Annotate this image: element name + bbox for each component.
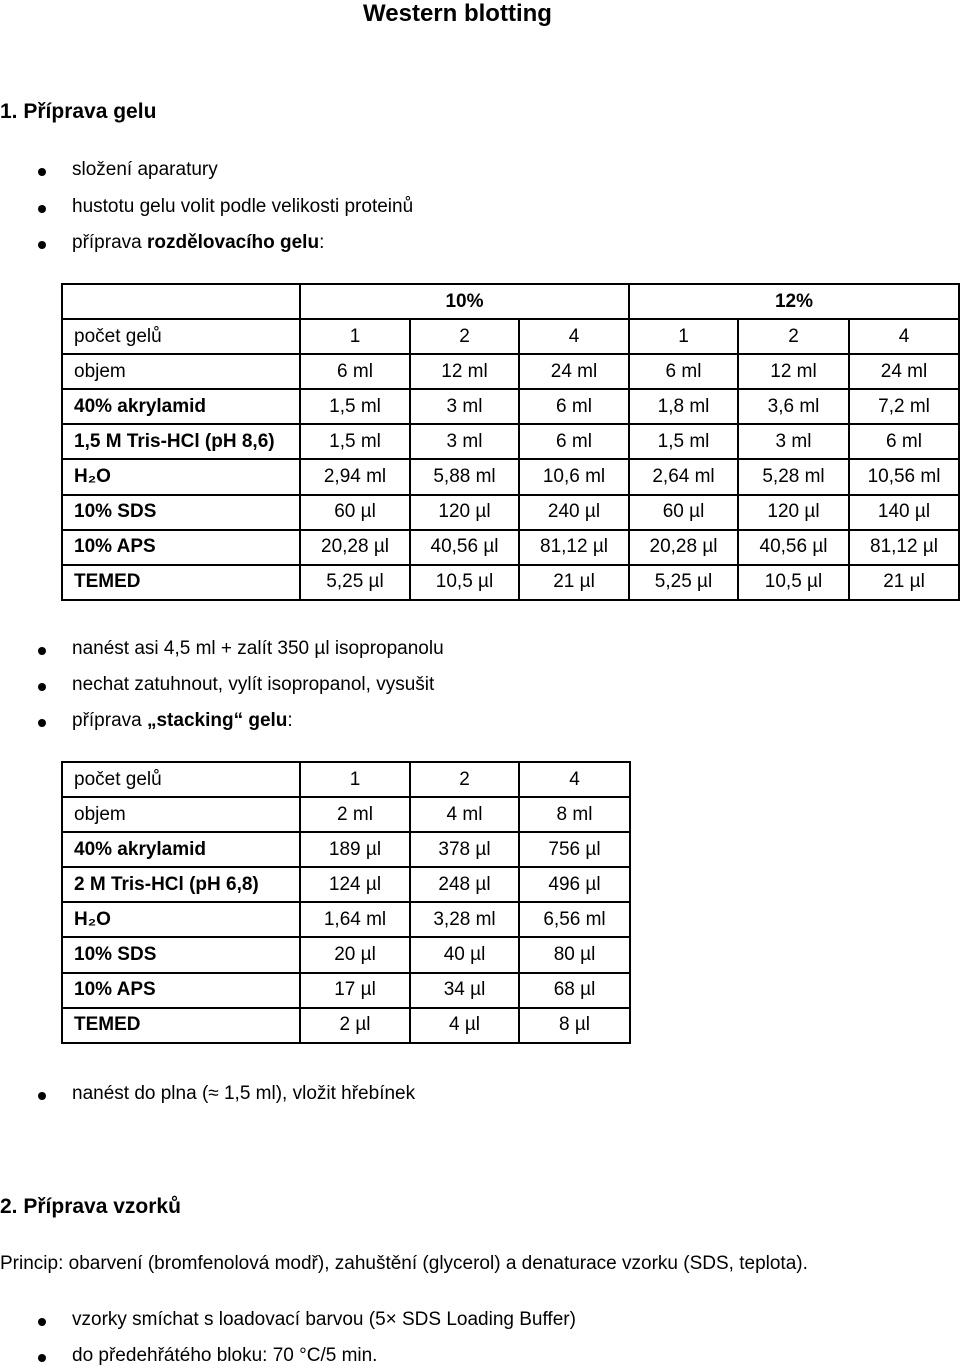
section-heading-sample-preparation: 2. Příprava vzorků bbox=[0, 1195, 181, 1218]
row-label: 10% SDS bbox=[62, 495, 300, 530]
table-row bbox=[62, 832, 630, 867]
table-corner-cell bbox=[62, 284, 300, 319]
bullet-text: příprava rozdělovacího gelu: bbox=[72, 232, 325, 253]
row-label: počet gelů bbox=[62, 762, 300, 797]
table-cell: 1,5 ml bbox=[300, 424, 410, 459]
table-cell: 60 µl bbox=[629, 495, 738, 530]
table-cell: 6 ml bbox=[519, 389, 629, 424]
table-row bbox=[62, 459, 959, 494]
table-cell: 2,94 ml bbox=[300, 459, 410, 494]
table-cell: 189 µl bbox=[300, 832, 410, 867]
table-cell: 8 ml bbox=[519, 797, 630, 832]
principle-text: Princip: obarvení (bromfenolová modř), zahuštění (glycerol) a denaturace vzorku (SDS, teplota). bbox=[0, 1253, 808, 1274]
table-cell: 6 ml bbox=[300, 354, 410, 389]
table-row bbox=[62, 867, 630, 902]
table-cell: 2 bbox=[410, 762, 519, 797]
table-cell: 5,25 µl bbox=[629, 565, 738, 600]
table-cell: 4 bbox=[519, 319, 629, 354]
bullet-text: příprava „stacking“ gelu: bbox=[72, 710, 293, 731]
table-cell: 3,6 ml bbox=[738, 389, 849, 424]
row-label: TEMED bbox=[62, 1008, 300, 1043]
table-cell: 3 ml bbox=[738, 424, 849, 459]
row-label: 1,5 M Tris-HCl (pH 8,6) bbox=[62, 424, 300, 459]
table-cell: 40 µl bbox=[410, 937, 519, 972]
separating-gel-table bbox=[61, 283, 960, 601]
table-cell: 3 ml bbox=[410, 389, 519, 424]
table-cell: 81,12 µl bbox=[849, 530, 959, 565]
table-cell: 24 ml bbox=[849, 354, 959, 389]
table-cell: 34 µl bbox=[410, 973, 519, 1008]
table-cell: 2 bbox=[738, 319, 849, 354]
table-row bbox=[62, 389, 959, 424]
table-row bbox=[62, 973, 630, 1008]
bullet-icon bbox=[38, 1318, 46, 1326]
row-label: objem bbox=[62, 797, 300, 832]
table-cell: 20,28 µl bbox=[629, 530, 738, 565]
table-cell: 24 ml bbox=[519, 354, 629, 389]
table-row bbox=[62, 354, 959, 389]
bullet-icon bbox=[38, 683, 46, 691]
table-cell: 12 ml bbox=[410, 354, 519, 389]
table-row bbox=[62, 530, 959, 565]
table-cell: 496 µl bbox=[519, 867, 630, 902]
row-label: počet gelů bbox=[62, 319, 300, 354]
table-cell: 20 µl bbox=[300, 937, 410, 972]
table-cell: 10,56 ml bbox=[849, 459, 959, 494]
table-cell: 240 µl bbox=[519, 495, 629, 530]
table-cell: 124 µl bbox=[300, 867, 410, 902]
table-cell: 2,64 ml bbox=[629, 459, 738, 494]
bullet-text: vzorky smíchat s loadovací barvou (5× SDS Loading Buffer) bbox=[72, 1309, 576, 1330]
table-row bbox=[62, 762, 630, 797]
bullet-icon bbox=[38, 168, 46, 176]
table-cell: 6,56 ml bbox=[519, 902, 630, 937]
bullet-text: do předehřátého bloku: 70 °C/5 min. bbox=[72, 1345, 378, 1366]
table-cell: 10,6 ml bbox=[519, 459, 629, 494]
table-cell: 5,28 ml bbox=[738, 459, 849, 494]
table-cell: 20,28 µl bbox=[300, 530, 410, 565]
stacking-gel-table bbox=[61, 761, 631, 1044]
row-label: H₂O bbox=[62, 459, 300, 494]
table-cell: 1,5 ml bbox=[629, 424, 738, 459]
table-cell: 1 bbox=[629, 319, 738, 354]
bullet-icon bbox=[38, 647, 46, 655]
table-cell: 4 µl bbox=[410, 1008, 519, 1043]
table-row bbox=[62, 319, 959, 354]
table-cell: 21 µl bbox=[849, 565, 959, 600]
table-cell: 756 µl bbox=[519, 832, 630, 867]
table-cell: 1,5 ml bbox=[300, 389, 410, 424]
table-row bbox=[62, 1008, 630, 1043]
table-cell: 120 µl bbox=[410, 495, 519, 530]
table-cell: 2 ml bbox=[300, 797, 410, 832]
table-cell: 6 ml bbox=[629, 354, 738, 389]
table-row bbox=[62, 424, 959, 459]
table-cell: 248 µl bbox=[410, 867, 519, 902]
table-cell: 5,25 µl bbox=[300, 565, 410, 600]
table-row bbox=[62, 797, 630, 832]
table-row bbox=[62, 565, 959, 600]
table-cell: 2 bbox=[410, 319, 519, 354]
bullet-text: nechat zatuhnout, vylít isopropanol, vysušit bbox=[72, 674, 435, 695]
page-title: Western blotting bbox=[363, 0, 552, 27]
row-label: 40% akrylamid bbox=[62, 832, 300, 867]
table-cell: 21 µl bbox=[519, 565, 629, 600]
table-cell: 1 bbox=[300, 762, 410, 797]
bullet-icon bbox=[38, 1354, 46, 1362]
bullet-text: nanést asi 4,5 ml + zalít 350 µl isopropanolu bbox=[72, 638, 444, 659]
row-label: 2 M Tris-HCl (pH 6,8) bbox=[62, 867, 300, 902]
table-cell: 120 µl bbox=[738, 495, 849, 530]
section-heading-gel-preparation: 1. Příprava gelu bbox=[0, 100, 157, 123]
table-cell: 68 µl bbox=[519, 973, 630, 1008]
row-label: 10% APS bbox=[62, 530, 300, 565]
table-cell: 10,5 µl bbox=[738, 565, 849, 600]
table-row bbox=[62, 902, 630, 937]
table-cell: 378 µl bbox=[410, 832, 519, 867]
table-cell: 40,56 µl bbox=[410, 530, 519, 565]
row-label: 40% akrylamid bbox=[62, 389, 300, 424]
bullet-icon bbox=[38, 241, 46, 249]
table-cell: 17 µl bbox=[300, 973, 410, 1008]
table-cell: 6 ml bbox=[519, 424, 629, 459]
table-cell: 3,28 ml bbox=[410, 902, 519, 937]
row-label: TEMED bbox=[62, 565, 300, 600]
table-cell: 3 ml bbox=[410, 424, 519, 459]
table-cell: 4 bbox=[849, 319, 959, 354]
table-cell: 1 bbox=[300, 319, 410, 354]
bullet-text: složení aparatury bbox=[72, 159, 218, 180]
concentration-header-12: 12% bbox=[629, 284, 959, 319]
table-cell: 40,56 µl bbox=[738, 530, 849, 565]
table-cell: 4 ml bbox=[410, 797, 519, 832]
table-row bbox=[62, 937, 630, 972]
table-header-row bbox=[62, 284, 959, 319]
table-cell: 6 ml bbox=[849, 424, 959, 459]
table-cell: 81,12 µl bbox=[519, 530, 629, 565]
table-cell: 60 µl bbox=[300, 495, 410, 530]
table-row bbox=[62, 495, 959, 530]
table-cell: 4 bbox=[519, 762, 630, 797]
bullet-text: hustotu gelu volit podle velikosti proteinů bbox=[72, 196, 414, 217]
table-cell: 5,88 ml bbox=[410, 459, 519, 494]
row-label: 10% APS bbox=[62, 973, 300, 1008]
bullet-icon bbox=[38, 719, 46, 727]
bullet-icon bbox=[38, 205, 46, 213]
table-cell: 7,2 ml bbox=[849, 389, 959, 424]
table-cell: 1,64 ml bbox=[300, 902, 410, 937]
table-cell: 1,8 ml bbox=[629, 389, 738, 424]
concentration-header-10: 10% bbox=[300, 284, 629, 319]
table-cell: 12 ml bbox=[738, 354, 849, 389]
table-cell: 2 µl bbox=[300, 1008, 410, 1043]
table-cell: 80 µl bbox=[519, 937, 630, 972]
row-label: 10% SDS bbox=[62, 937, 300, 972]
table-cell: 10,5 µl bbox=[410, 565, 519, 600]
bullet-icon bbox=[38, 1092, 46, 1100]
bullet-text: nanést do plna (≈ 1,5 ml), vložit hřebínek bbox=[72, 1083, 416, 1104]
table-cell: 140 µl bbox=[849, 495, 959, 530]
table-cell: 8 µl bbox=[519, 1008, 630, 1043]
row-label: objem bbox=[62, 354, 300, 389]
row-label: H₂O bbox=[62, 902, 300, 937]
